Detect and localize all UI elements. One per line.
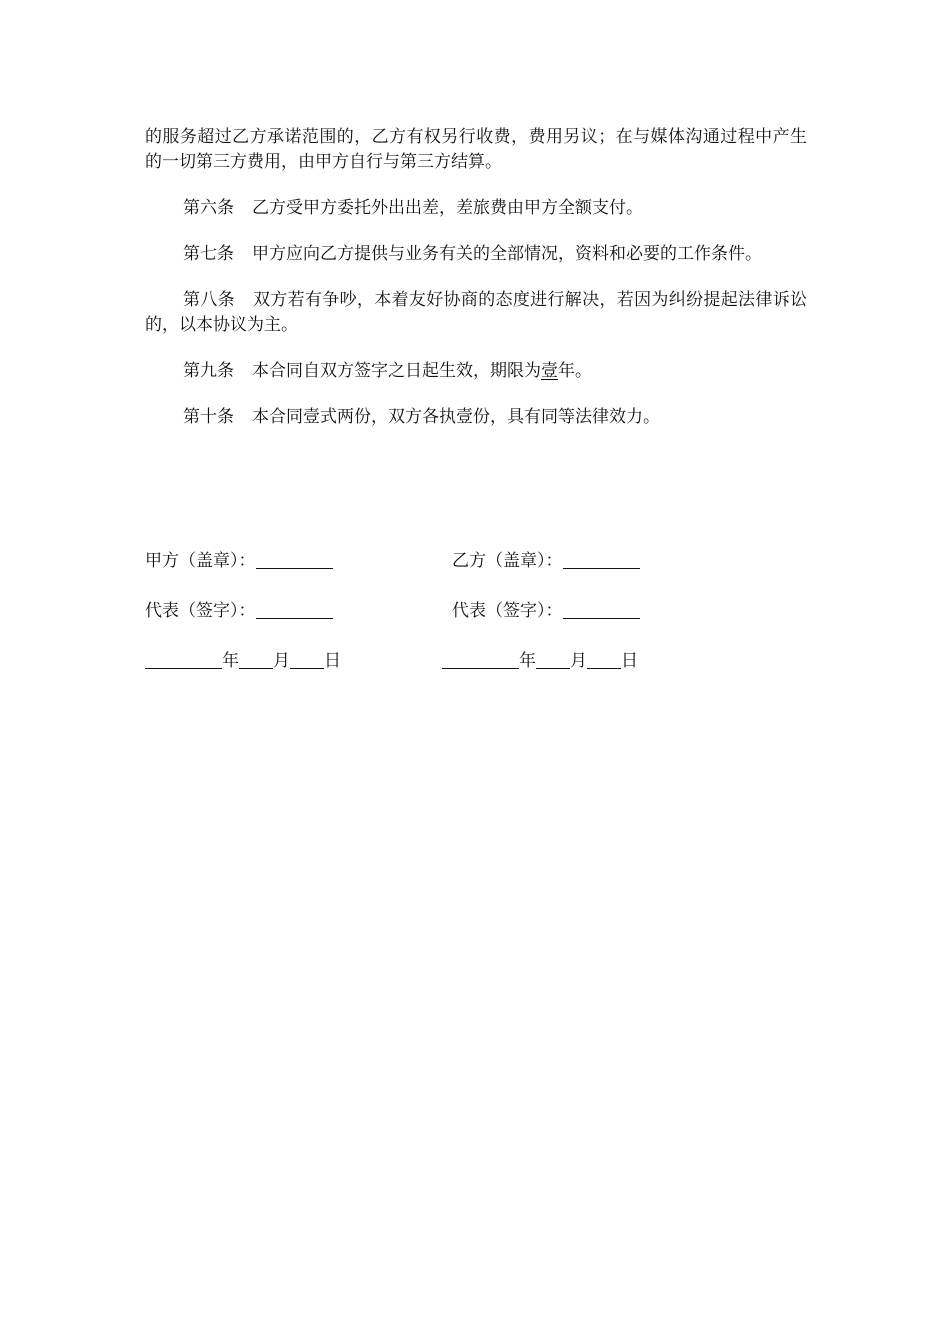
contract-body: [145, 125, 807, 451]
article-text: 乙方受甲方委托外出出差，差旅费由甲方全额支付。: [252, 198, 643, 218]
year-label: 年: [519, 651, 536, 671]
year-blank: [442, 650, 519, 669]
article-10: [145, 405, 807, 430]
day-blank: [587, 650, 621, 669]
day-blank: [290, 650, 324, 669]
article-number: 第九条: [183, 361, 234, 381]
month-blank: [239, 650, 273, 669]
article-number: 第八条: [183, 290, 235, 310]
party-a-seal: [145, 546, 333, 571]
article-number: 第七条: [183, 244, 234, 264]
article-text: 甲方应向乙方提供与业务有关的全部情况，资料和必要的工作条件。: [252, 244, 762, 264]
party-b-representative: [452, 596, 640, 621]
party-a-seal-label: 甲方（盖章）：: [145, 551, 256, 571]
article-6: [145, 196, 807, 221]
signature-block: [145, 546, 807, 696]
article-text: 本合同壹式两份，双方各执壹份，具有同等法律效力。: [252, 407, 660, 427]
rep-a-blank: [256, 600, 333, 619]
seal-row: [145, 546, 807, 596]
month-label: 月: [570, 651, 587, 671]
party-b-seal: [452, 546, 640, 571]
representative-row: [145, 596, 807, 646]
rep-a-label: 代表（签字）：: [145, 601, 256, 621]
date-row: [145, 646, 807, 696]
party-a-representative: [145, 596, 333, 621]
year-label: 年: [222, 651, 239, 671]
article-7: [145, 242, 807, 267]
article-text: 双方若有争吵，本着友好协商的态度进行解决，若因为纠纷提起法律诉讼的，以本协议为主。: [145, 290, 808, 335]
party-a-date: [145, 646, 341, 671]
day-label: 日: [324, 651, 341, 671]
term-years-underlined: 壹: [541, 361, 558, 381]
month-blank: [536, 650, 570, 669]
party-b-seal-blank: [563, 550, 640, 569]
article-number: 第十条: [183, 407, 234, 427]
article-text-after: 年。: [558, 361, 592, 381]
rep-b-label: 代表（签字）：: [452, 601, 563, 621]
article-number: 第六条: [183, 198, 234, 218]
article-8: [145, 288, 807, 338]
day-label: 日: [621, 651, 638, 671]
continued-paragraph: 的服务超过乙方承诺范围的，乙方有权另行收费，费用另议；在与媒体沟通过程中产生的一切第三方费用，由甲方自行与第三方结算。: [145, 127, 807, 172]
month-label: 月: [273, 651, 290, 671]
rep-b-blank: [563, 600, 640, 619]
article-text-before: 本合同自双方签字之日起生效，期限为: [252, 361, 541, 381]
party-b-date: [442, 646, 638, 671]
party-a-seal-blank: [256, 550, 333, 569]
party-b-seal-label: 乙方（盖章）：: [452, 551, 563, 571]
year-blank: [145, 650, 222, 669]
article-9: [145, 359, 807, 384]
